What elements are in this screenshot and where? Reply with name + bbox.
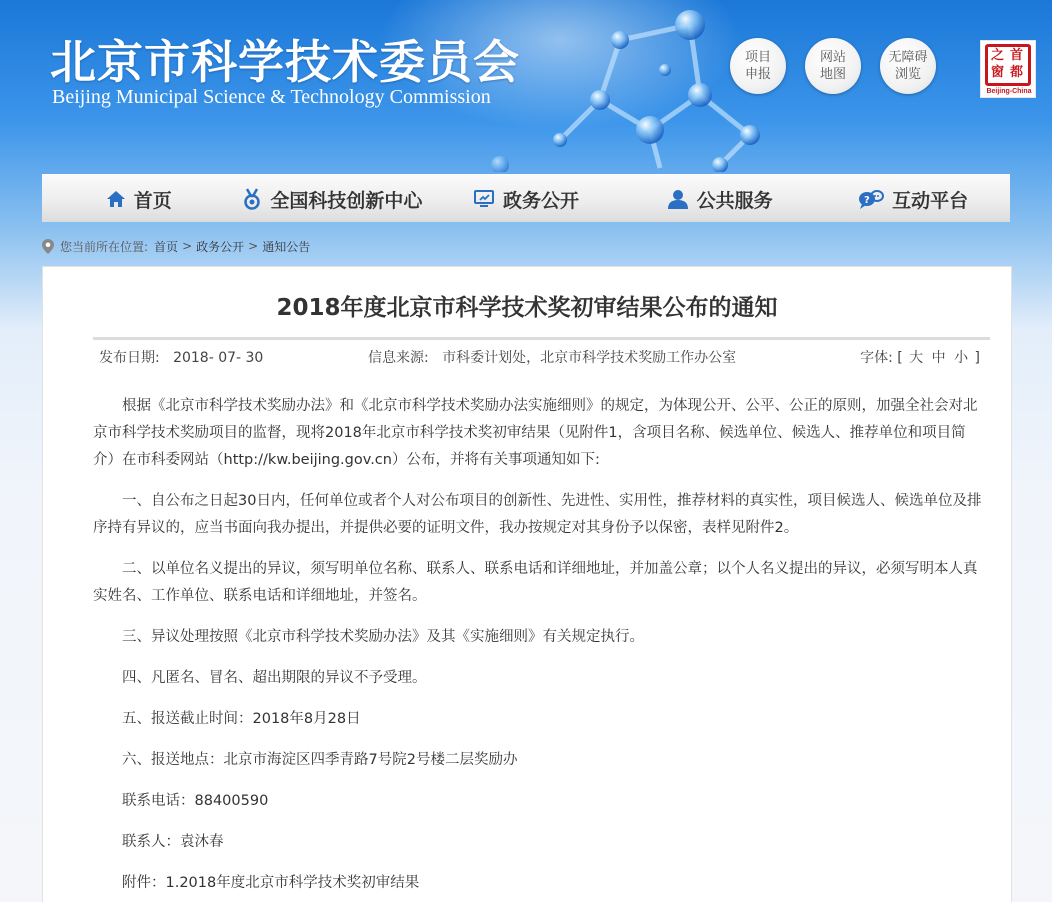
nav-label: 首页: [133, 189, 172, 212]
paragraph-intro: 根据《北京市科学技术奖励办法》和《北京市科学技术奖励办法实施细则》的规定，为体现公开、公平、公正的原则，加强全社会对北京市科学技术奖励项目的监督，现将2018年北京市科学技术奖初审结果（见附件1，含项目名称、候选单位、候选人、推荐单位和项目简介）在市科委网站（http://kw.beijing.gov.cn）公布，并将有关事项通知如下:: [93, 398, 978, 468]
breadcrumb-separator: >: [182, 239, 193, 253]
breadcrumb-prefix: 您当前所在位置:: [60, 239, 149, 254]
nav-label: 公共服务: [696, 189, 773, 212]
paragraph-phone: 联系电话：88400590: [122, 793, 269, 809]
paragraph-item-4: 四、凡匿名、冒名、超出期限的异议不予受理。: [122, 670, 427, 686]
font-size-switcher: [860, 347, 980, 367]
breadcrumb-separator: >: [248, 239, 259, 253]
breadcrumb-notices-link[interactable]: 通知公告: [262, 239, 311, 254]
location-pin-icon: [42, 239, 54, 254]
breadcrumb-home-link[interactable]: 首页: [154, 239, 179, 254]
logo-caption: Beijing-China: [986, 88, 1032, 95]
project-application-button[interactable]: 项目 申报: [730, 38, 786, 94]
paragraph-contact: 联系人：袁沐春: [122, 834, 224, 850]
home-icon: [106, 189, 126, 209]
font-size-medium-button[interactable]: 中: [931, 350, 946, 366]
info-source-value: 市科委计划处，北京市科学技术奖励工作办公室: [442, 350, 737, 366]
attachment-link[interactable]: 附件：1.2018年度北京市科学技术奖初审结果: [122, 875, 420, 891]
monitor-icon: [473, 189, 495, 209]
nav-item-innovation-center[interactable]: [236, 175, 430, 223]
site-header: [0, 0, 1052, 172]
info-source: [368, 347, 736, 367]
nav-item-home[interactable]: [42, 175, 236, 223]
main-navigation: [42, 174, 1010, 222]
font-size-bracket-open: [: [897, 350, 903, 366]
font-size-large-button[interactable]: 大: [909, 350, 924, 366]
article-panel: [42, 266, 1012, 902]
person-icon: [667, 189, 689, 209]
paragraph-item-1: 一、自公布之日起30日内，任何单位或者个人对公布项目的创新性、先进性、实用性，推荐材料的真实性，项目候选人、候选单位及排序持有异议的，应当书面向我办提出，并提供必要的证明文件，我办按规定对其身份予以保密，表样见附件2。: [93, 493, 982, 536]
paragraph-item-3: 三、异议处理按照《北京市科学技术奖励办法》及其《实施细则》有关规定执行。: [122, 629, 644, 645]
site-map-button[interactable]: 网站 地图: [805, 38, 861, 94]
font-size-label: 字体:: [860, 350, 893, 366]
accessibility-button[interactable]: 无障碍 浏览: [880, 38, 936, 94]
nav-label: 互动平台: [892, 189, 969, 212]
title-divider: [93, 337, 990, 340]
article-title: 2018年度北京市科学技术奖初审结果公布的通知: [276, 295, 778, 321]
logo-seal: 首 都 之 窗: [985, 44, 1031, 86]
paragraph-address: 六、报送地点：北京市海淀区四季青路7号院2号楼二层奖励办: [122, 752, 518, 768]
nav-label: 全国科技创新中心: [270, 189, 423, 212]
breadcrumb: [42, 236, 310, 256]
capital-window-logo[interactable]: [980, 40, 1036, 98]
publish-date-value: 2018- 07- 30: [173, 350, 264, 366]
breadcrumb-gov-affairs-link[interactable]: 政务公开: [196, 239, 245, 254]
svg-text:?: ?: [864, 195, 870, 206]
font-size-bracket-close: ]: [974, 350, 980, 366]
nav-item-public-service[interactable]: [623, 175, 817, 223]
nav-item-government-affairs[interactable]: [429, 175, 623, 223]
info-source-label: 信息来源:: [368, 350, 429, 366]
publish-date: [99, 347, 263, 367]
nav-item-interaction-platform[interactable]: [816, 175, 1010, 223]
paragraph-deadline: 五、报送截止时间：2018年8月28日: [122, 711, 361, 727]
font-size-small-button[interactable]: 小: [954, 350, 969, 366]
medal-icon: [242, 188, 262, 210]
article-meta: [93, 345, 990, 367]
site-title-chinese: 北京市科学技术委员会: [50, 35, 520, 89]
publish-date-label: 发布日期:: [99, 350, 160, 366]
article-body: [93, 393, 983, 902]
chat-icon: [858, 188, 884, 210]
paragraph-item-2: 二、以单位名义提出的异议，须写明单位名称、联系人、联系电话和详细地址，并加盖公章；以个人名义提出的异议，必须写明本人真实姓名、工作单位、联系电话和详细地址，并签名。: [93, 561, 978, 604]
nav-label: 政务公开: [502, 189, 579, 212]
site-title-english: Beijing Municipal Science & Technology Commission: [52, 86, 491, 108]
